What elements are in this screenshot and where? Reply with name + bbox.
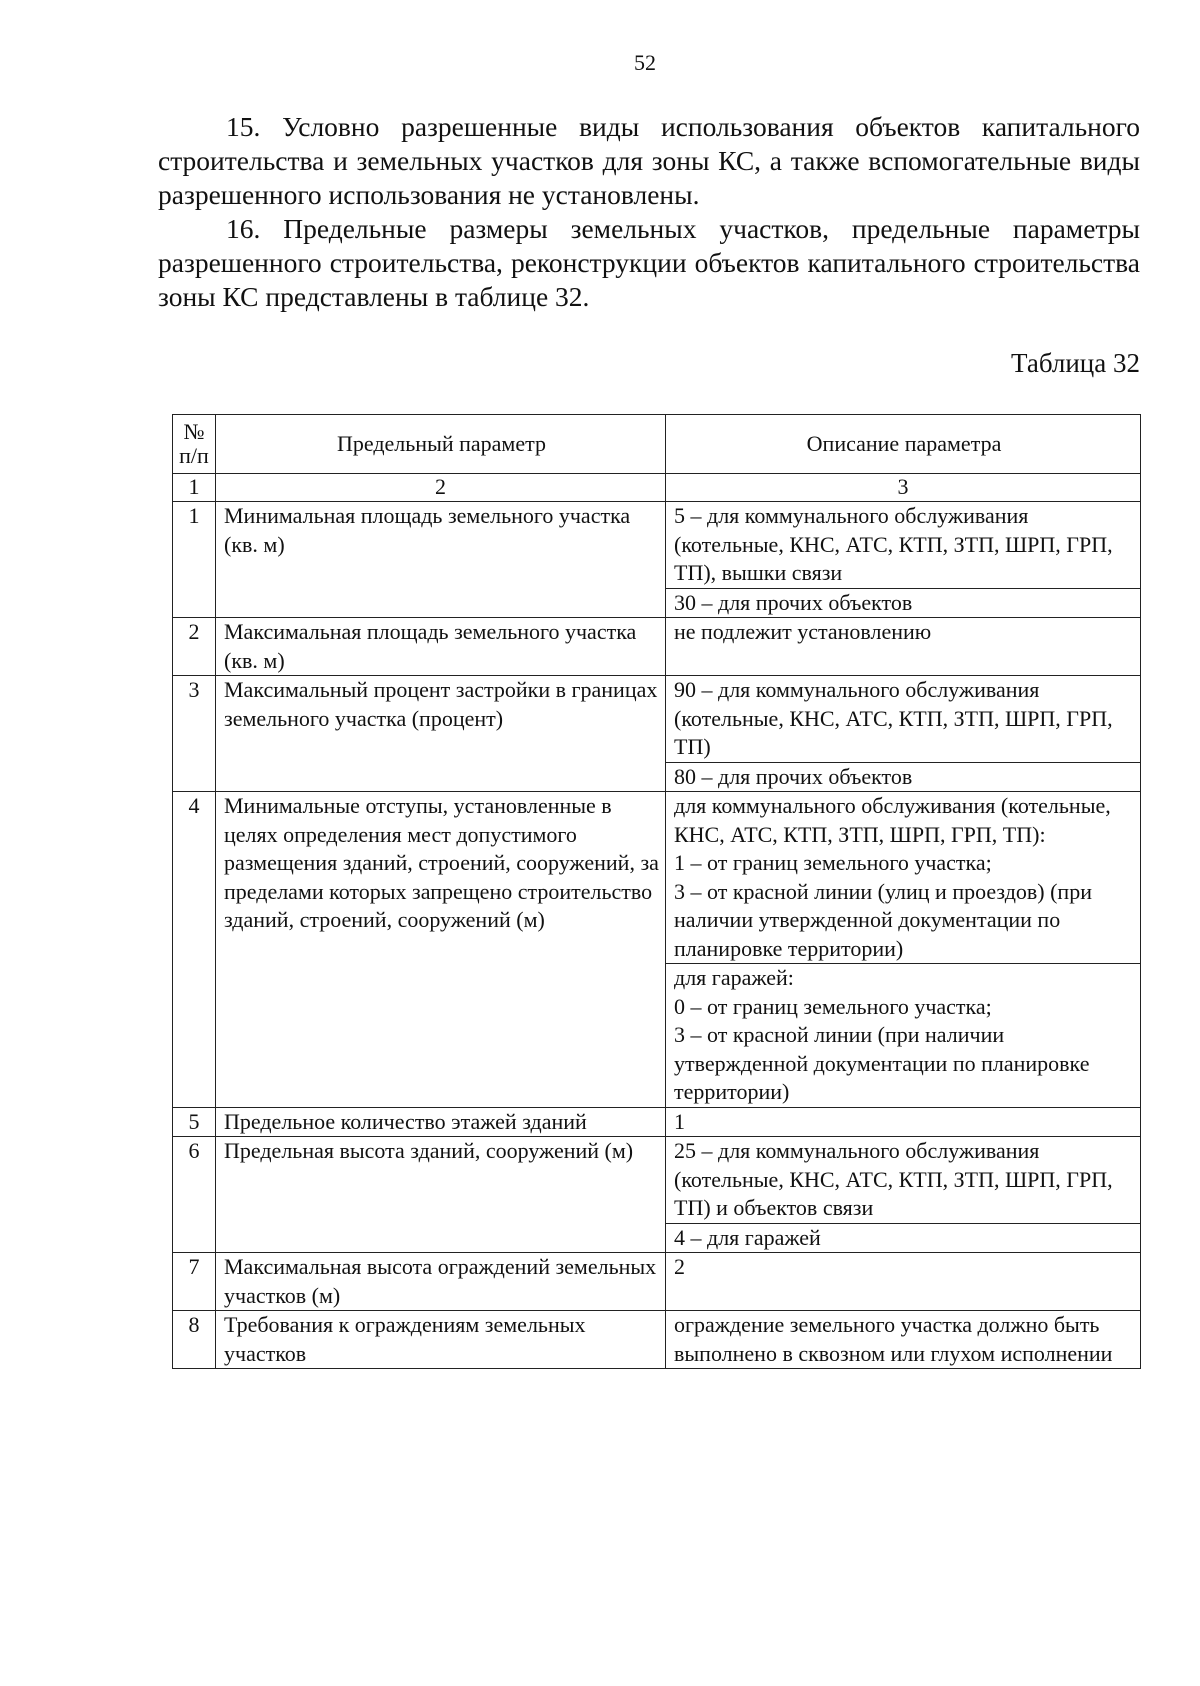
column-numbers-row bbox=[173, 474, 1141, 502]
header-desc: Описание параметра bbox=[666, 415, 1141, 474]
header-num: № п/п bbox=[173, 415, 216, 474]
table-caption: Таблица 32 bbox=[1011, 348, 1140, 378]
row-desc: 30 – для прочих объектов bbox=[666, 588, 1141, 618]
table-row bbox=[173, 1253, 1141, 1311]
table-row bbox=[173, 1311, 1141, 1369]
table-row bbox=[173, 618, 1141, 676]
row-desc: ограждение земельного участка должно быть выполнено в сквозном или глухом исполнении bbox=[666, 1311, 1141, 1369]
row-param: Минимальная площадь земельного участка (кв. м) bbox=[216, 502, 666, 618]
body-text bbox=[158, 110, 1140, 314]
row-param: Максимальная площадь земельного участка (кв. м) bbox=[216, 618, 666, 676]
row-desc: для коммунального обслуживания (котельные, КНС, АТС, КТП, ЗТП, ШРП, ГРП, ТП): 1 – от границ земельного участка; 3 – от красной линии (улиц и проездов) (при наличии утвержденной документации по планировке территории) bbox=[666, 792, 1141, 964]
row-param: Максимальный процент застройки в границах земельного участка (процент) bbox=[216, 676, 666, 792]
table-row bbox=[173, 502, 1141, 589]
row-num: 1 bbox=[173, 502, 216, 618]
row-param: Максимальная высота ограждений земельных участков (м) bbox=[216, 1253, 666, 1311]
col-number: 2 bbox=[216, 474, 666, 502]
row-num: 5 bbox=[173, 1107, 216, 1137]
row-num: 6 bbox=[173, 1137, 216, 1253]
row-param: Предельное количество этажей зданий bbox=[216, 1107, 666, 1137]
row-param: Минимальные отступы, установленные в целях определения мест допустимого размещения зданий, строений, сооружений, за пределами которых запрещено строительство зданий, строений, сооружений (м) bbox=[216, 792, 666, 1108]
header-param: Предельный параметр bbox=[216, 415, 666, 474]
paragraph-15: 15. Условно разрешенные виды использования объектов капитального строительства и земельных участков для зоны КС, а также вспомогательные виды разрешенного использования не установлены. bbox=[158, 111, 1140, 210]
row-num: 3 bbox=[173, 676, 216, 792]
row-desc: 80 – для прочих объектов bbox=[666, 762, 1141, 792]
col-number: 3 bbox=[666, 474, 1141, 502]
row-desc: 2 bbox=[666, 1253, 1141, 1311]
parameters-table bbox=[172, 414, 1141, 1369]
table-row bbox=[173, 792, 1141, 964]
page-number: 52 bbox=[634, 50, 656, 75]
row-desc: для гаражей: 0 – от границ земельного участка; 3 – от красной линии (при наличии утвержденной документации по планировке территории) bbox=[666, 964, 1141, 1108]
row-param: Требования к ограждениям земельных участков bbox=[216, 1311, 666, 1369]
row-num: 8 bbox=[173, 1311, 216, 1369]
table-row bbox=[173, 1137, 1141, 1224]
row-num: 4 bbox=[173, 792, 216, 1108]
row-num: 7 bbox=[173, 1253, 216, 1311]
col-number: 1 bbox=[173, 474, 216, 502]
table-row bbox=[173, 676, 1141, 763]
row-desc: 5 – для коммунального обслуживания (котельные, КНС, АТС, КТП, ЗТП, ШРП, ГРП, ТП), вышки связи bbox=[666, 502, 1141, 589]
row-desc: 1 bbox=[666, 1107, 1141, 1137]
table-header-row bbox=[173, 415, 1141, 474]
row-num: 2 bbox=[173, 618, 216, 676]
paragraph-16: 16. Предельные размеры земельных участков, предельные параметры разрешенного строительства, реконструкции объектов капитального строительства зоны КС представлены в таблице 32. bbox=[158, 213, 1140, 312]
table-row bbox=[173, 1107, 1141, 1137]
row-desc: 4 – для гаражей bbox=[666, 1223, 1141, 1253]
row-desc: 90 – для коммунального обслуживания (котельные, КНС, АТС, КТП, ЗТП, ШРП, ГРП, ТП) bbox=[666, 676, 1141, 763]
row-desc: 25 – для коммунального обслуживания (котельные, КНС, АТС, КТП, ЗТП, ШРП, ГРП, ТП) и объектов связи bbox=[666, 1137, 1141, 1224]
row-desc: не подлежит установлению bbox=[666, 618, 1141, 676]
row-param: Предельная высота зданий, сооружений (м) bbox=[216, 1137, 666, 1253]
